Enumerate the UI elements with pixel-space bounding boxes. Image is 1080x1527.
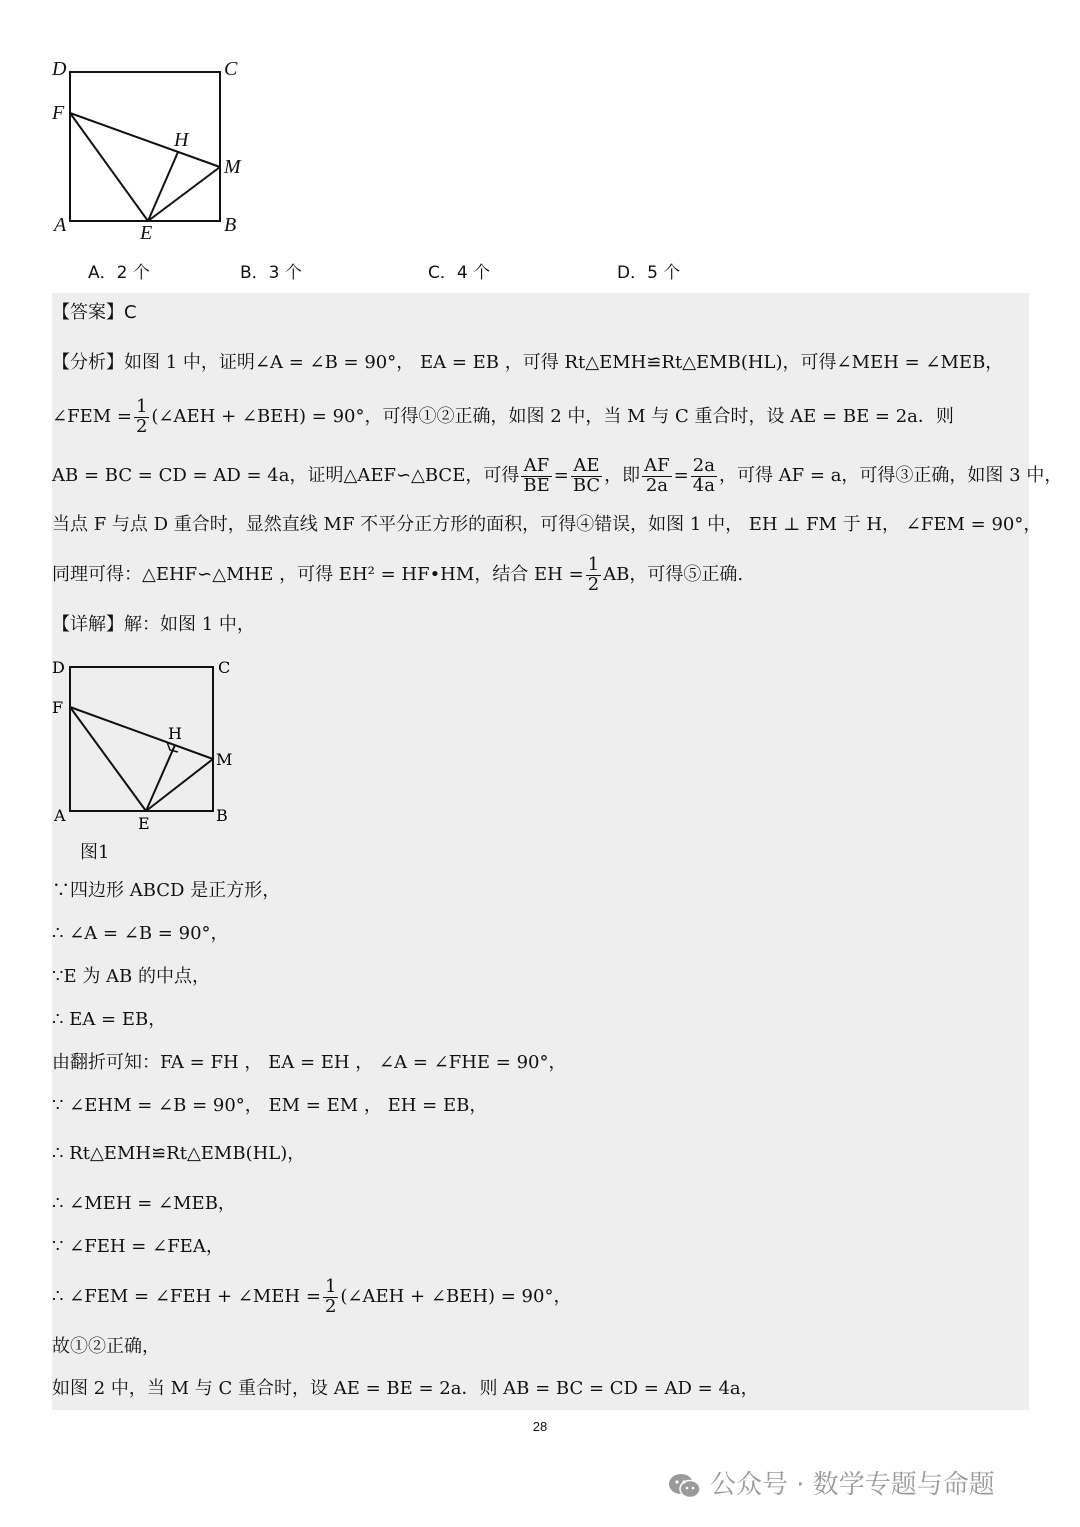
fraction-half (323, 1275, 338, 1317)
frac-num: 1 (135, 395, 148, 417)
equals-sign: = (553, 465, 569, 486)
watermark-text: 公众号 · 数学专题与命题 (710, 1470, 995, 1500)
detail-label: 【详解】 (52, 614, 124, 635)
frac-den: 2 (135, 415, 148, 437)
step-10a: ∴ ∠FEM = ∠FEH + ∠MEH = (52, 1286, 321, 1307)
frac-den: BE (523, 474, 550, 496)
step-12: 如图 2 中，当 M 与 C 重合时，设 AE = BE = 2a．则 AB = BC = CD = AD = 4a， (52, 1378, 759, 1399)
label-m: M (216, 750, 233, 769)
geometry-figure-1 (52, 655, 237, 858)
figure-top (48, 55, 278, 245)
segment-fe (70, 707, 146, 811)
answer-value: C (124, 302, 137, 323)
fraction-2a-4a (691, 454, 717, 496)
label-f: F (52, 698, 64, 717)
analysis-text-5a: 同理可得：△EHF∽△MHE ，可得 EH² = HF•HM，结合 EH = (52, 564, 584, 585)
label-e: E (140, 222, 153, 244)
label-c: C (224, 58, 238, 80)
analysis-line-1 (52, 349, 1003, 377)
step-8: ∴ ∠MEH = ∠MEB， (52, 1193, 236, 1214)
frac-den: 2 (324, 1295, 337, 1317)
label-b: B (224, 214, 237, 236)
frac-num: 1 (587, 553, 600, 575)
fraction-half (586, 553, 601, 595)
segment-fm (70, 707, 213, 759)
label-a: A (54, 214, 67, 236)
label-m: M (224, 156, 241, 178)
fraction-af-be (521, 454, 551, 496)
step-4: ∴ EA = EB， (52, 1009, 167, 1030)
frac-den: 2 (587, 573, 600, 595)
frac-num: AE (571, 457, 602, 477)
label-c: C (218, 658, 231, 677)
frac-num: AF (521, 457, 551, 477)
analysis-text-2a: ∠FEM = (52, 406, 132, 427)
step-6: ∵ ∠EHM = ∠B = 90°， EM = EM ， EH = EB， (52, 1095, 488, 1116)
choice-d: D．5 个 (617, 263, 681, 283)
analysis-line-4: 当点 F 与点 D 重合时，显然直线 MF 不平分正方形的面积，可得④错误，如图 1 中， EH ⊥ FM 于 H， ∠FEM = 90°， (52, 514, 1042, 535)
label-d: D (52, 58, 67, 80)
analysis-text-2b: (∠AEH + ∠BEH) = 90°，可得①②正确，如图 2 中，当 M 与 C 重合时，设 AE = BE = 2a．则 (151, 406, 954, 427)
wechat-icon (668, 1472, 702, 1500)
detail-intro: 解：如图 1 中， (124, 614, 255, 635)
step-3: ∵E 为 AB 的中点， (52, 966, 210, 987)
analysis-line-3 (52, 453, 1062, 499)
label-d: D (52, 658, 65, 677)
segment-eh (146, 745, 175, 811)
choice-b: B．3 个 (240, 263, 302, 283)
analysis-text-5b: AB，可得⑤正确. (603, 564, 744, 585)
step-2: ∴ ∠A = ∠B = 90°， (52, 923, 229, 944)
segment-fe (70, 113, 148, 221)
square-abcd (70, 667, 213, 811)
answer-label: 【答案】 (52, 302, 124, 323)
step-10b: (∠AEH + ∠BEH) = 90°， (340, 1286, 572, 1307)
page-number: 28 (532, 1419, 548, 1434)
frac-num: 1 (324, 1275, 337, 1297)
frac-den: BC (572, 474, 601, 496)
label-b: B (216, 806, 228, 825)
frac-num: 2a (692, 454, 715, 476)
segment-fm (70, 113, 220, 167)
label-h: H (174, 129, 189, 151)
frac-num: AF (644, 454, 670, 476)
analysis-text-1: 如图 1 中，证明∠A = ∠B = 90°， EA = EB ，可得 Rt△EMH≌Rt△EMB(HL)，可得∠MEH = ∠MEB， (124, 352, 1004, 373)
analysis-text-3b: ，即 (604, 465, 641, 486)
geometry-figure (48, 55, 278, 245)
step-5: 由翻折可知：FA = FH ， EA = EH ， ∠A = ∠FHE = 90°， (52, 1052, 567, 1073)
frac-den: 2a (645, 474, 669, 496)
figure-1-caption: 图1 (80, 842, 110, 863)
label-h: H (168, 724, 182, 743)
detail-line (52, 611, 255, 639)
frac-den: 4a (692, 474, 715, 496)
label-e: E (138, 814, 150, 833)
step-1: ∵四边形 ABCD 是正方形， (52, 880, 281, 901)
figure-1 (52, 655, 237, 858)
segment-em (146, 759, 213, 811)
fraction-af-2a (642, 454, 672, 496)
analysis-text-3a: AB = BC = CD = AD = 4a，证明△AEF∽△BCE，可得 (52, 465, 520, 486)
step-11: 故①②正确， (52, 1336, 160, 1357)
analysis-label: 【分析】 (52, 352, 124, 373)
choice-a: A．2 个 (88, 263, 150, 283)
step-10 (52, 1275, 571, 1319)
label-f: F (52, 102, 65, 124)
equals-sign: = (673, 465, 689, 486)
analysis-text-3c: ，可得 AF = a，可得③正确，如图 3 中， (718, 465, 1063, 486)
square-abcd (70, 72, 220, 221)
label-a: A (54, 806, 66, 825)
fraction-ae-bc (571, 454, 602, 496)
fraction-half (134, 395, 149, 437)
step-7: ∴ Rt△EMH≌Rt△EMB(HL)， (52, 1143, 306, 1164)
watermark (668, 1464, 995, 1501)
answer-line (52, 299, 137, 327)
answer-choices (0, 258, 1080, 286)
analysis-line-2 (52, 397, 954, 437)
choice-c: C．4 个 (428, 263, 491, 283)
analysis-line-5 (52, 555, 743, 595)
step-9: ∵ ∠FEH = ∠FEA， (52, 1236, 224, 1257)
